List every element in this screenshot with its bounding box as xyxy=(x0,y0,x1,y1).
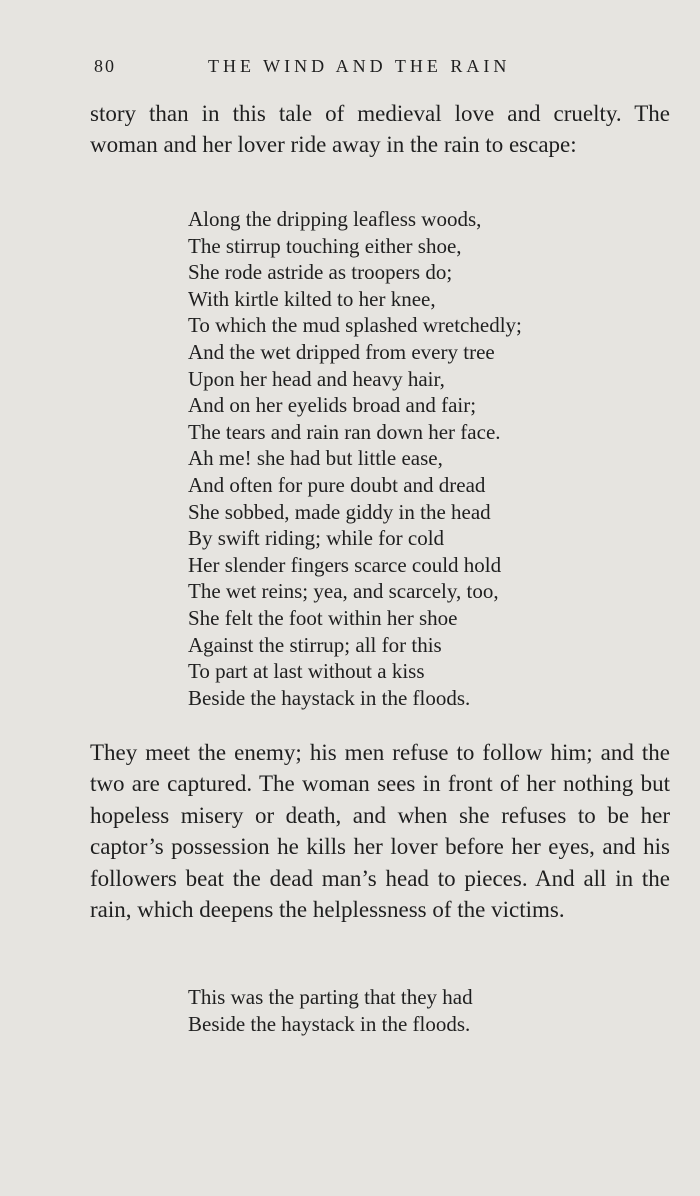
verse-line: To which the mud splashed wretchedly; xyxy=(188,313,522,338)
verse-line: Against the stirrup; all for this xyxy=(188,632,442,657)
verse-line: Beside the haystack in the floods. xyxy=(188,1011,471,1036)
verse-line: Along the dripping leafless woods, xyxy=(188,207,482,231)
verse-line: The stirrup touching either shoe, xyxy=(188,233,462,258)
verse-line: By swift riding; while for cold xyxy=(188,526,445,551)
verse-line: Upon her head and heavy hair, xyxy=(188,366,445,391)
verse-line: And the wet dripped from every tree xyxy=(188,339,495,364)
verse-line: She rode astride as troopers do; xyxy=(188,260,453,285)
verse-line: Her slender fingers scarce could hold xyxy=(188,552,502,577)
page-number: 80 xyxy=(94,56,116,76)
verse-stanza-parting xyxy=(188,984,628,1037)
verse-stanza-ride xyxy=(188,206,628,711)
running-title: THE WIND AND THE RAIN xyxy=(208,56,511,76)
verse-line: With kirtle kilted to her knee, xyxy=(188,286,436,311)
verse-line: And on her eyelids broad and fair; xyxy=(188,393,477,418)
verse-line: Ah me! she had but little ease, xyxy=(188,446,443,471)
running-head xyxy=(90,56,670,84)
verse-line: To part at last without a kiss xyxy=(188,659,425,684)
verse-line: She sobbed, made giddy in the head xyxy=(188,499,491,524)
verse-line: The wet reins; yea, and scarcely, too, xyxy=(188,579,499,604)
verse-line: This was the parting that they had xyxy=(188,985,473,1009)
verse-line: The tears and rain ran down her face. xyxy=(188,419,501,444)
paragraph-capture: They meet the enemy; his men refuse to follow him; and the two are captured. The woman sees in front of her nothing but hopeless misery or death, and when she refuses to be her captor’s possession he kills her lover before her eyes, and his followers beat the dead man’s head to pieces. And all in the rain, which deepens the helplessness of the victims. xyxy=(90,740,670,923)
verse-line: And often for pure doubt and dread xyxy=(188,472,486,497)
verse-line: She felt the foot within her shoe xyxy=(188,605,458,630)
paragraph-intro: story than in this tale of medieval love and cruelty. The woman and her lover ride away in the rain to escape: xyxy=(90,101,670,158)
verse-line: Beside the haystack in the floods. xyxy=(188,685,471,710)
